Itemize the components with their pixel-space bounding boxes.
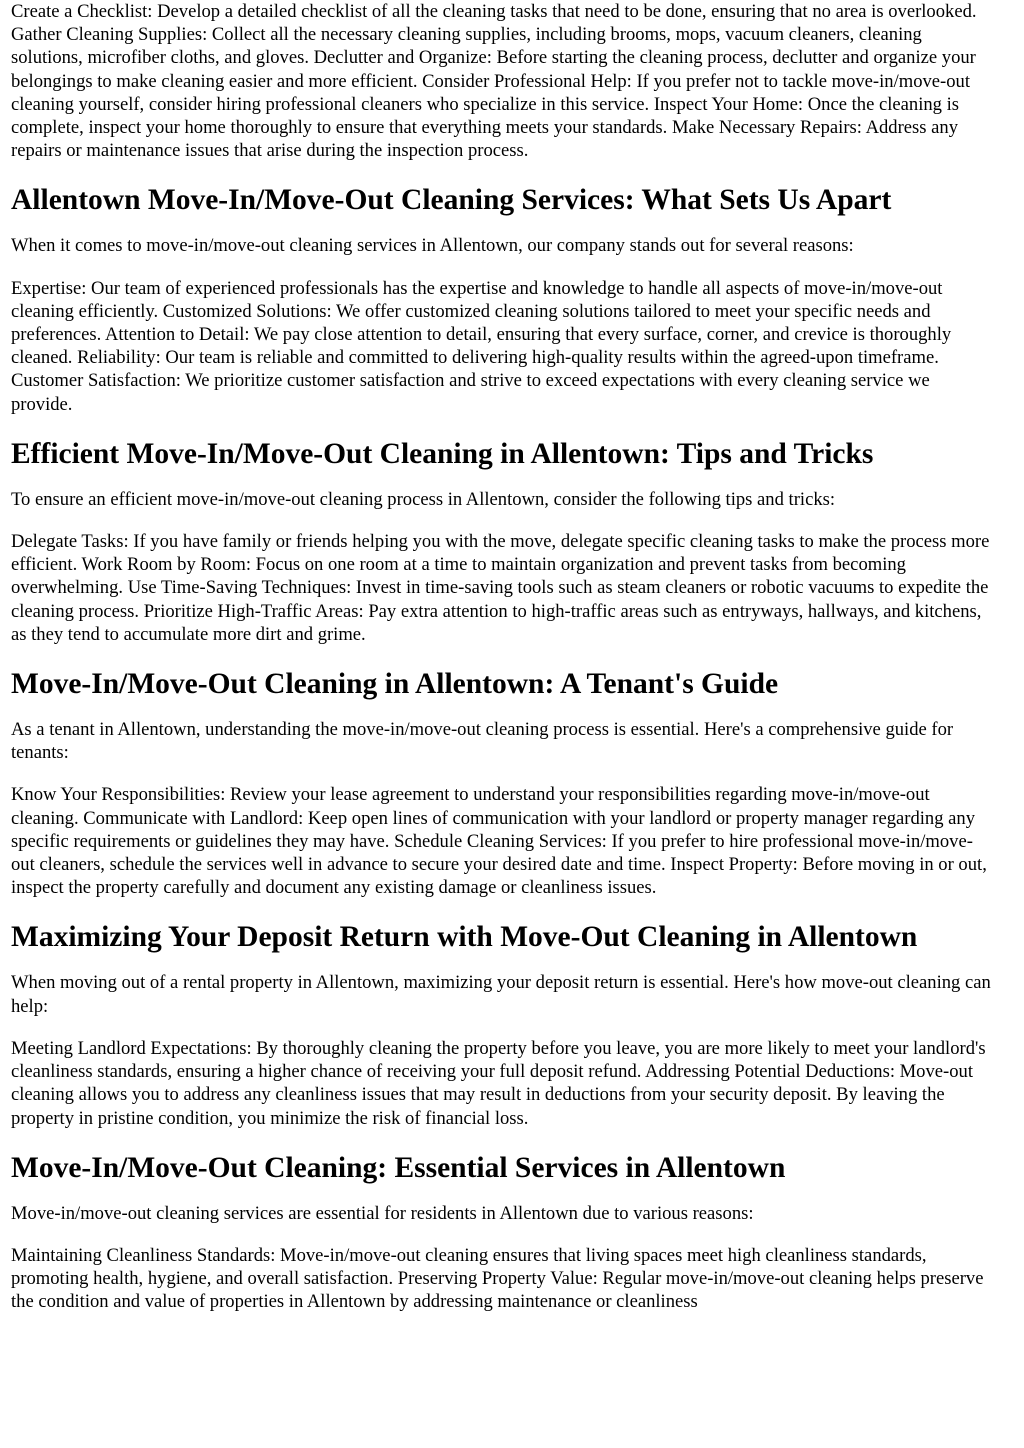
section-essential-services [11,1151,994,1314]
section-heading: Move-In/Move-Out Cleaning: Essential Services in Allentown [11,1151,786,1184]
section-lead-paragraph: When it comes to move-in/move-out cleaning services in Allentown, our company stands out for several reasons: [11,235,854,257]
section-body-paragraph: Maintaining Cleanliness Standards: Move-in/move-out cleaning ensures that living spaces meet high cleanliness standards, promoting health, hygiene, and overall satisfaction. Preserving Property Value: Regular move-in/move-out cleaning helps preserve the condition and value of properties in Allentown by addressing maintenance or cleanliness [11,1244,984,1313]
section-body-paragraph: Know Your Responsibilities: Review your lease agreement to understand your responsibilities regarding move-in/move-out cleaning. Communicate with Landlord: Keep open lines of communication with your landlord or property manager regarding any specific requirements or guidelines they may have. Schedule Cleaning Services: If you prefer to hire professional move-in/move-out cleaners, schedule the services well in advance to secure your desired date and time. Inspect Property: Before moving in or out, inspect the property carefully and document any existing damage or cleanliness issues. [11,784,987,899]
intro-paragraph: Create a Checklist: Develop a detailed checklist of all the cleaning tasks that need to be done, ensuring that no area is overlooked. Gather Cleaning Supplies: Collect all the necessary cleaning supplies, including brooms, mops, vacuum cleaners, cleaning solutions, microfiber cloths, and gloves. Declutter and Organize: Before starting the cleaning process, declutter and organize your belongings to make cleaning easier and more efficient. Consider Professional Help: If you prefer not to tackle move-in/move-out cleaning yourself, consider hiring professional cleaners who specialize in this service. Inspect Your Home: Once the cleaning is complete, inspect your home thoroughly to ensure that everything meets your standards. Make Necessary Repairs: Address any repairs or maintenance issues that arise during the inspection process. [11,1,977,162]
section-what-sets-us-apart [11,183,994,415]
section-body-paragraph: Expertise: Our team of experienced professionals has the expertise and knowledge to handle all aspects of move-in/move-out cleaning efficiently. Customized Solutions: We offer customized cleaning solutions tailored to meet your specific needs and preferences. Attention to Detail: We pay close attention to detail, ensuring that every surface, corner, and crevice is thoroughly cleaned. Reliability: Our team is reliable and committed to delivering high-quality results within the agreed-upon timeframe. Customer Satisfaction: We prioritize customer satisfaction and strive to exceed expectations with every cleaning service we provide. [11,277,952,415]
section-body-paragraph: Delegate Tasks: If you have family or friends helping you with the move, delegate specific cleaning tasks to make the process more efficient. Work Room by Room: Focus on one room at a time to maintain organization and prevent tasks from becoming overwhelming. Use Time-Saving Techniques: Invest in time-saving tools such as steam cleaners or robotic vacuums to expedite the cleaning process. Prioritize High-Traffic Areas: Pay extra attention to high-traffic areas such as entryways, hallways, and kitchens, as they tend to accumulate more dirt and grime. [11,531,990,645]
section-heading: Maximizing Your Deposit Return with Move-Out Cleaning in Allentown [11,921,918,954]
section-heading: Move-In/Move-Out Cleaning in Allentown: A Tenant's Guide [11,668,779,701]
section-heading: Allentown Move-In/Move-Out Cleaning Services: What Sets Us Apart [11,184,892,217]
section-lead-paragraph: When moving out of a rental property in Allentown, maximizing your deposit return is essential. Here's how move-out cleaning can help: [11,972,991,1017]
section-tips-and-tricks [11,437,994,646]
section-deposit-return [11,920,994,1129]
section-lead-paragraph: To ensure an efficient move-in/move-out cleaning process in Allentown, consider the following tips and tricks: [11,488,836,510]
section-lead-paragraph: As a tenant in Allentown, understanding the move-in/move-out cleaning process is essential. Here's a comprehensive guide for tenants: [11,719,954,764]
section-tenants-guide [11,667,994,899]
section-lead-paragraph: Move-in/move-out cleaning services are essential for residents in Allentown due to various reasons: [11,1202,754,1224]
section-body-paragraph: Meeting Landlord Expectations: By thoroughly cleaning the property before you leave, you are more likely to meet your landlord's cleanliness standards, ensuring a higher chance of receiving your full deposit refund. Addressing Potential Deductions: Move-out cleaning allows you to address any cleanliness issues that may result in deductions from your security deposit. By leaving the property in pristine condition, you minimize the risk of financial loss. [11,1037,986,1129]
section-heading: Efficient Move-In/Move-Out Cleaning in Allentown: Tips and Tricks [11,437,874,470]
